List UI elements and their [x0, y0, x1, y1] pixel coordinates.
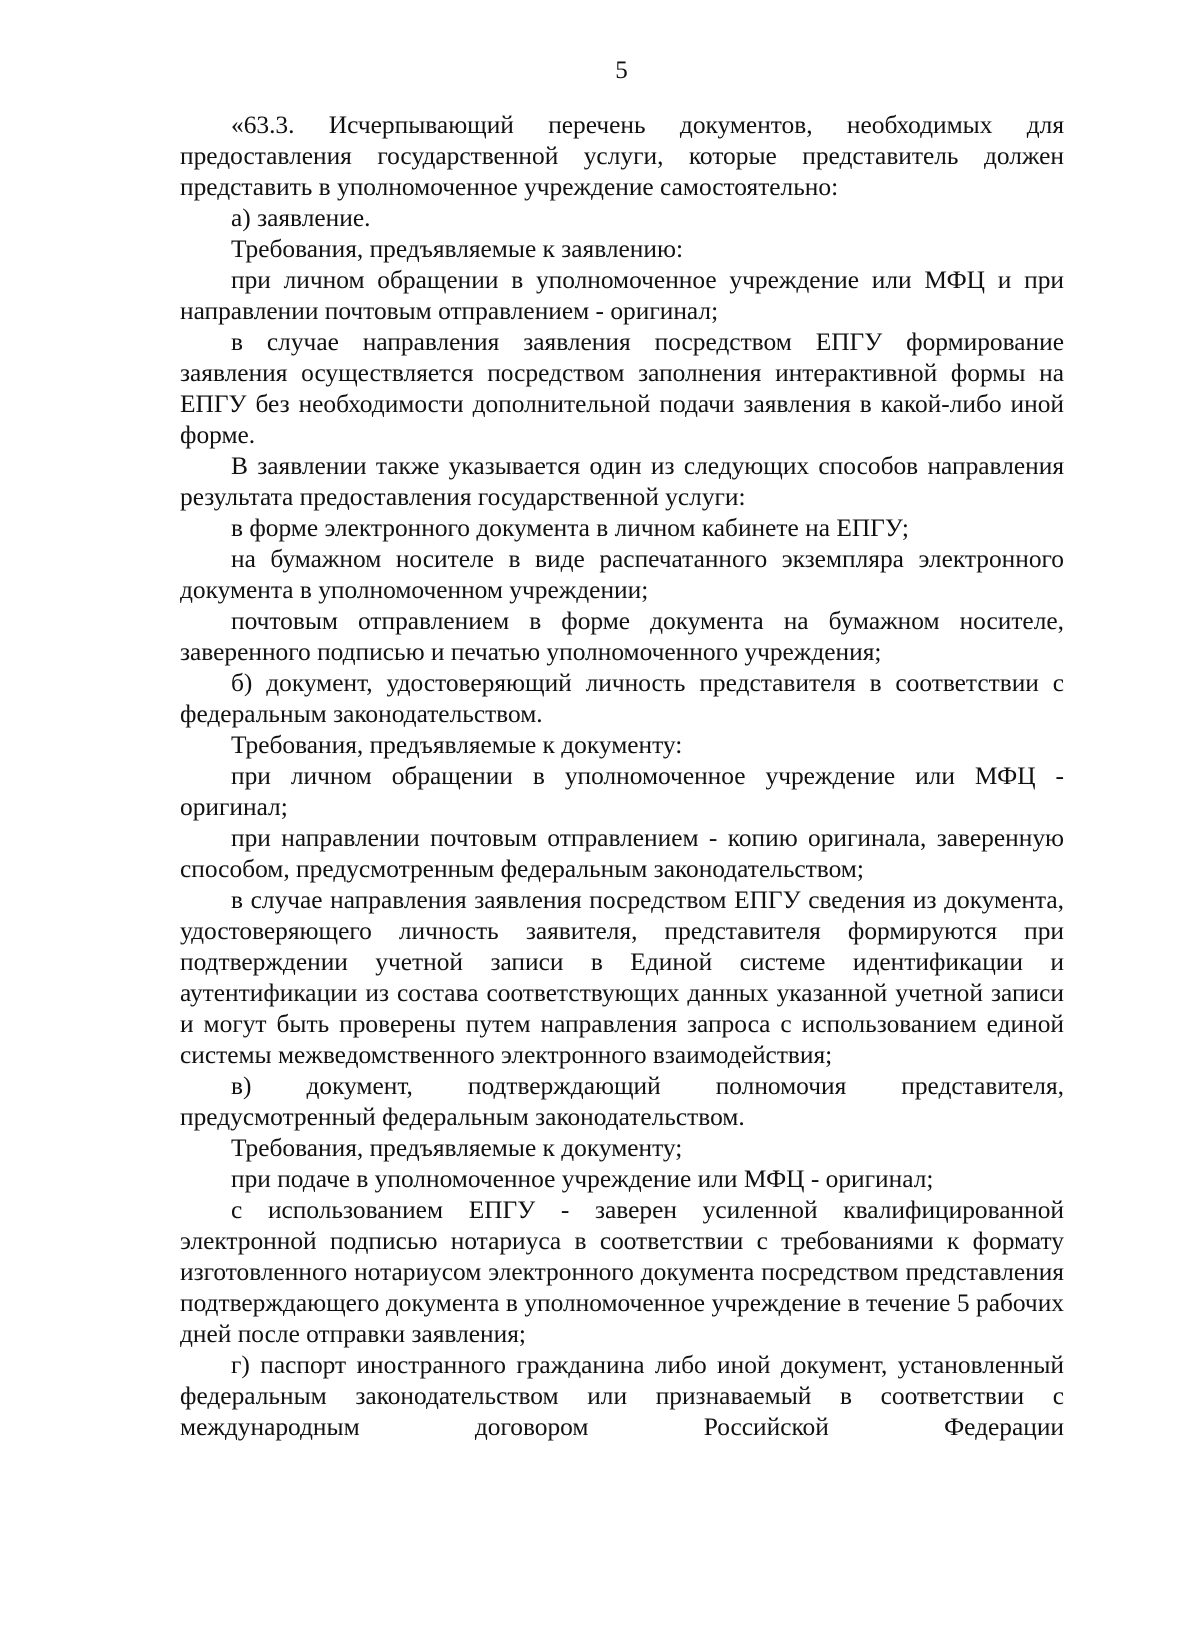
paragraph-requirements-document-1: Требования, предъявляемые к документу: [231, 731, 683, 759]
paragraph-requirements-document-2: Требования, предъявляемые к документу; [231, 1134, 683, 1162]
paragraph-original-visit: при личном обращении в уполномоченное учреждение или МФЦ - оригинал; [180, 762, 1064, 821]
paragraph-paper-copy: на бумажном носителе в виде распечатанного экземпляра электронного документа в уполномоченном учреждении; [180, 545, 1064, 604]
paragraph-postal-copy: при направлении почтовым отправлением - копию оригинала, заверенную способом, предусмотренным федеральным законодательством; [180, 824, 1064, 883]
paragraph-result-delivery-methods: В заявлении также указывается один из следующих способов направления результата предоставления государственной услуги: [180, 452, 1064, 511]
paragraph-submission-original: при подаче в уполномоченное учреждение или МФЦ - оригинал; [231, 1165, 934, 1193]
paragraph-postal-delivery: почтовым отправлением в форме документа на бумажном носителе, заверенного подписью и печатью уполномоченного учреждения; [180, 607, 1064, 666]
paragraph-esia-verification: в случае направления заявления посредством ЕПГУ сведения из документа, удостоверяющего личность заявителя, представителя формируются при подтверждении учетной записи в Единой системе идентификации и аутентификации из состава соответствующих данных указанной учетной записи и могут быть проверены путем направления запроса с использованием единой системы межведомственного электронного взаимодействия; [180, 886, 1064, 1069]
document-body [180, 110, 1064, 1443]
paragraph-requirements-application: Требования, предъявляемые к заявлению: [231, 235, 684, 263]
paragraph-item-v: в) документ, подтверждающий полномочия представителя, предусмотренный федеральным законодательством. [180, 1072, 1064, 1131]
paragraph-electronic-cabinet: в форме электронного документа в личном кабинете на ЕПГУ; [231, 514, 909, 542]
paragraph-personal-visit-original: при личном обращении в уполномоченное учреждение или МФЦ и при направлении почтовым отправлением - оригинал; [180, 266, 1064, 325]
paragraph-item-g: г) паспорт иностранного гражданина либо иной документ, установленный федеральным законодательством или признаваемый в соответствии с международным договором Российской Федерации [180, 1351, 1064, 1441]
paragraph-item-a: а) заявление. [231, 204, 371, 232]
paragraph-63-3-intro: «63.3. Исчерпывающий перечень документов, необходимых для предоставления государственной услуги, которые представитель должен представить в уполномоченное учреждение самостоятельно: [180, 111, 1064, 201]
paragraph-epgu-form: в случае направления заявления посредством ЕПГУ формирование заявления осуществляется посредством заполнения интерактивной формы на ЕПГУ без необходимости дополнительной подачи заявления в какой-либо иной форме. [180, 328, 1064, 449]
paragraph-notary-signature: с использованием ЕПГУ - заверен усиленной квалифицированной электронной подписью нотариуса в соответствии с требованиями к формату изготовленного нотариусом электронного документа посредством представления подтверждающего документа в уполномоченное учреждение в течение 5 рабочих дней после отправки заявления; [180, 1196, 1064, 1348]
paragraph-item-b: б) документ, удостоверяющий личность представителя в соответствии с федеральным законодательством. [180, 669, 1064, 728]
page-number: 5 [615, 57, 628, 84]
